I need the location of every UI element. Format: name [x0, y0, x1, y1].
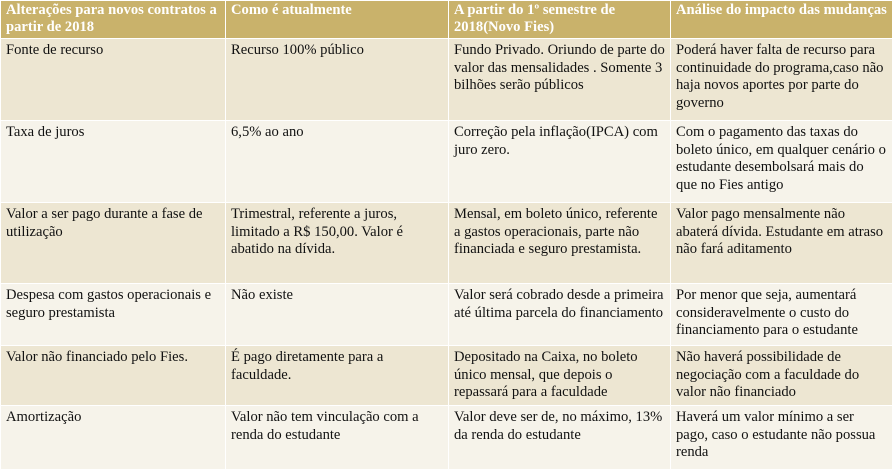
cell-item: Valor a ser pago durante a fase de utilização [1, 203, 226, 284]
table-row [1, 39, 892, 121]
cell-impact: Poderá haver falta de recurso para continuidade do programa,caso não haja novos aportes por parte do governo [671, 39, 892, 121]
header-changes: Alterações para novos contratos a partir de 2018 [1, 1, 226, 39]
cell-impact: Não haverá possibilidade de negociação com a faculdade do valor não financiado [671, 346, 892, 406]
table-row [1, 121, 892, 203]
cell-new: Fundo Privado. Oriundo de parte do valor das mensalidades . Somente 3 bilhões serão públicos [449, 39, 671, 121]
cell-new: Correção pela inflação(IPCA) com juro zero. [449, 121, 671, 203]
header-new-fies: A partir do 1º semestre de 2018(Novo Fies) [449, 1, 671, 39]
table-row [1, 284, 892, 346]
header-impact: Análise do impacto das mudanças [671, 1, 892, 39]
table-row [1, 203, 892, 284]
cell-item: Valor não financiado pelo Fies. [1, 346, 226, 406]
cell-current: Trimestral, referente a juros, limitado a R$ 150,00. Valor é abatido na dívida. [226, 203, 449, 284]
cell-impact: Haverá um valor mínimo a ser pago, caso o estudante não possua renda [671, 406, 892, 470]
cell-item: Fonte de recurso [1, 39, 226, 121]
header-current: Como é atualmente [226, 1, 449, 39]
cell-impact: Com o pagamento das taxas do boleto único, em qualquer cenário o estudante desembolsará mais do que no Fies antigo [671, 121, 892, 203]
cell-current: É pago diretamente para a faculdade. [226, 346, 449, 406]
table-row [1, 346, 892, 406]
cell-current: Não existe [226, 284, 449, 346]
cell-item: Amortização [1, 406, 226, 470]
cell-item: Despesa com gastos operacionais e seguro prestamista [1, 284, 226, 346]
cell-current: Valor não tem vinculação com a renda do estudante [226, 406, 449, 470]
table-row [1, 406, 892, 470]
cell-new: Valor deve ser de, no máximo, 13% da renda do estudante [449, 406, 671, 470]
cell-current: Recurso 100% público [226, 39, 449, 121]
header-row [1, 1, 892, 39]
cell-new: Valor será cobrado desde a primeira até última parcela do financiamento [449, 284, 671, 346]
cell-new: Depositado na Caixa, no boleto único mensal, que depois o repassará para a faculdade [449, 346, 671, 406]
cell-item: Taxa de juros [1, 121, 226, 203]
cell-impact: Por menor que seja, aumentará consideravelmente o custo do financiamento para o estudante [671, 284, 892, 346]
cell-new: Mensal, em boleto único, referente a gastos operacionais, parte não financiada e seguro prestamista. [449, 203, 671, 284]
cell-current: 6,5% ao ano [226, 121, 449, 203]
cell-impact: Valor pago mensalmente não abaterá dívida. Estudante em atraso não fará aditamento [671, 203, 892, 284]
